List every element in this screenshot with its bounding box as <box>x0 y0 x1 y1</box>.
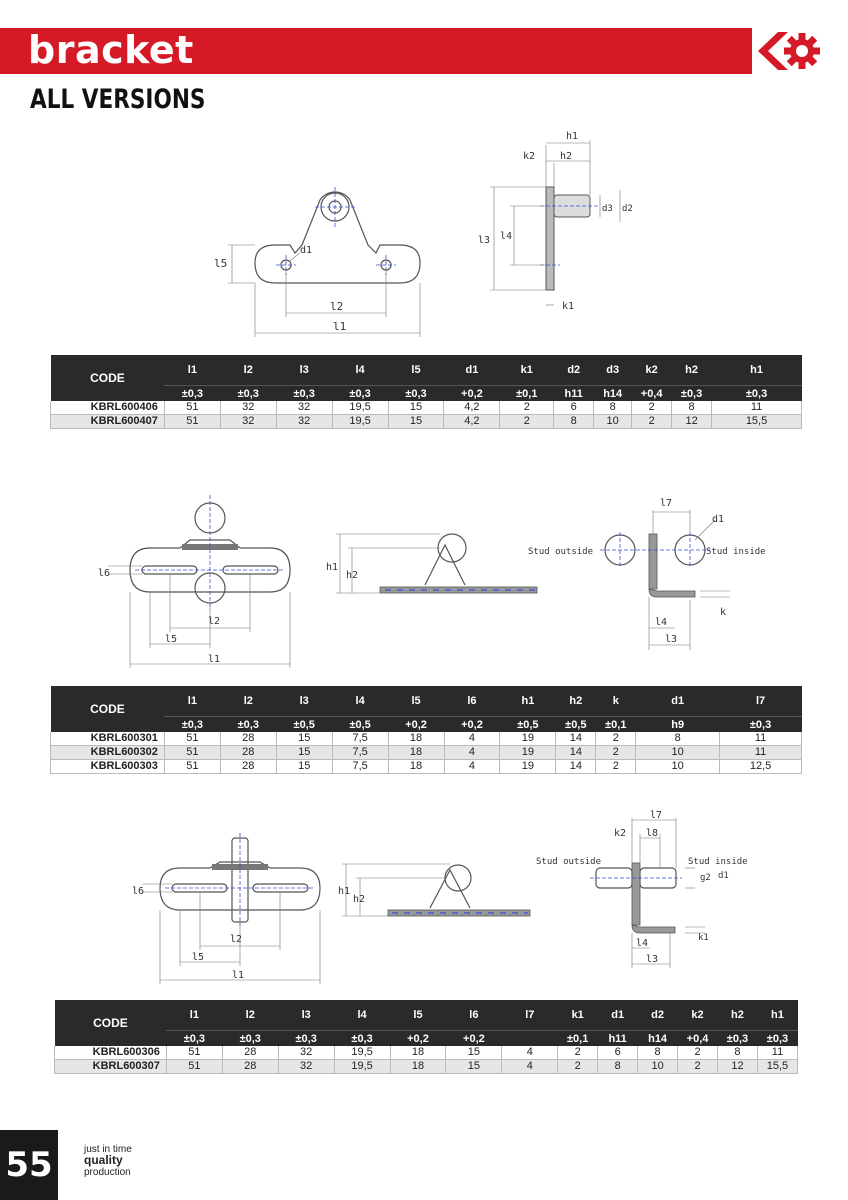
column-header: h1 <box>757 1000 797 1031</box>
spec-table-2 <box>50 686 802 774</box>
dim-label: l3 <box>478 235 491 246</box>
tolerance-header: +0,2 <box>388 717 444 733</box>
column-header: l3 <box>276 355 332 386</box>
value-cell: 11 <box>757 1046 797 1060</box>
gear-logo-icon <box>752 28 832 74</box>
spec-table-1 <box>50 355 802 429</box>
column-header: k2 <box>678 1000 718 1031</box>
column-header: l3 <box>278 1000 334 1031</box>
value-cell: 19 <box>500 760 556 774</box>
column-header: l5 <box>388 355 444 386</box>
tolerance-header: ±0,1 <box>558 1031 598 1047</box>
tolerance-header: ±0,3 <box>720 717 802 733</box>
value-cell: 4 <box>502 1046 558 1060</box>
bracket-drawing-1 <box>200 125 640 345</box>
product-code-cell: KBRL600307 <box>55 1060 167 1074</box>
code-column-header: CODE <box>55 1000 167 1046</box>
value-cell: 2 <box>678 1060 718 1074</box>
dim-label: l1 <box>232 970 245 981</box>
dim-label: d3 <box>602 204 613 214</box>
tolerance-header: ±0,3 <box>712 386 802 402</box>
dim-label: l2 <box>330 300 344 313</box>
value-cell: 10 <box>636 746 720 760</box>
value-cell: 15 <box>388 401 444 415</box>
tolerance-header: ±0,1 <box>500 386 554 402</box>
dim-label: l6 <box>98 568 111 579</box>
column-header: l2 <box>220 686 276 717</box>
dim-label: h2 <box>353 894 366 905</box>
table-row <box>51 401 802 415</box>
column-header: l2 <box>222 1000 278 1031</box>
column-header: d1 <box>598 1000 638 1031</box>
value-cell: 4 <box>444 760 500 774</box>
tagline-quality: quality <box>84 1153 123 1167</box>
dim-label: h1 <box>338 886 351 897</box>
dim-label: l3 <box>646 954 659 965</box>
tolerance-header: ±0,3 <box>276 386 332 402</box>
column-header: l7 <box>502 1000 558 1031</box>
tolerance-header: ±0,3 <box>718 1031 758 1047</box>
value-cell: 4 <box>444 746 500 760</box>
dim-label: l2 <box>230 934 243 945</box>
tolerance-header: +0,4 <box>632 386 672 402</box>
table-row <box>51 760 802 774</box>
value-cell: 4,2 <box>444 415 500 429</box>
value-cell: 12,5 <box>720 760 802 774</box>
column-header: d3 <box>594 355 632 386</box>
value-cell: 18 <box>388 746 444 760</box>
column-header: l6 <box>444 686 500 717</box>
column-header: l2 <box>220 355 276 386</box>
dim-label: d1 <box>718 871 729 881</box>
dim-label: l1 <box>208 654 221 665</box>
value-cell: 28 <box>220 732 276 746</box>
value-cell: 8 <box>638 1046 678 1060</box>
dim-label: d1 <box>712 514 725 525</box>
dim-label: l5 <box>192 952 205 963</box>
value-cell: 8 <box>718 1046 758 1060</box>
tolerance-header: ±0,3 <box>278 1031 334 1047</box>
value-cell: 12 <box>672 415 712 429</box>
value-cell: 18 <box>390 1060 446 1074</box>
column-header: l6 <box>446 1000 502 1031</box>
value-cell: 2 <box>500 415 554 429</box>
table-row <box>51 746 802 760</box>
value-cell: 32 <box>278 1046 334 1060</box>
column-header: d1 <box>636 686 720 717</box>
bracket-drawing-3 <box>120 808 748 988</box>
value-cell: 19,5 <box>332 415 388 429</box>
tolerance-header: h14 <box>638 1031 678 1047</box>
product-code-cell: KBRL600303 <box>51 760 165 774</box>
tolerance-header: +0,4 <box>678 1031 718 1047</box>
value-cell: 32 <box>276 415 332 429</box>
value-cell: 11 <box>712 401 802 415</box>
column-header: l7 <box>720 686 802 717</box>
page-number: 55 <box>0 1130 58 1200</box>
tolerance-header: ±0,5 <box>276 717 332 733</box>
dim-label: k1 <box>562 301 575 312</box>
value-cell: 11 <box>720 746 802 760</box>
tolerance-header: ±0,3 <box>164 386 220 402</box>
dim-label: g2 <box>700 873 711 883</box>
column-header: l4 <box>332 355 388 386</box>
tolerance-header: ±0,3 <box>672 386 712 402</box>
dim-label: l4 <box>500 231 513 242</box>
dim-label: l5 <box>165 634 178 645</box>
value-cell: 18 <box>390 1046 446 1060</box>
dim-label: k2 <box>523 151 536 162</box>
tolerance-header: ±0,3 <box>164 717 220 733</box>
value-cell: 15 <box>446 1060 502 1074</box>
column-header: h2 <box>672 355 712 386</box>
value-cell: 14 <box>556 746 596 760</box>
dim-label: l8 <box>646 828 659 839</box>
column-header: l4 <box>334 1000 390 1031</box>
dim-label: k1 <box>698 933 709 943</box>
column-header: k2 <box>632 355 672 386</box>
value-cell: 10 <box>636 760 720 774</box>
value-cell: 8 <box>598 1060 638 1074</box>
column-header: l5 <box>390 1000 446 1031</box>
value-cell: 10 <box>594 415 632 429</box>
value-cell: 4 <box>444 732 500 746</box>
tolerance-header: ±0,3 <box>757 1031 797 1047</box>
value-cell: 15 <box>276 732 332 746</box>
value-cell: 51 <box>166 1060 222 1074</box>
table-row <box>55 1060 798 1074</box>
column-header: d1 <box>444 355 500 386</box>
dim-label: d1 <box>300 245 313 256</box>
value-cell: 14 <box>556 760 596 774</box>
value-cell: 7,5 <box>332 732 388 746</box>
value-cell: 19,5 <box>332 401 388 415</box>
dim-label: h1 <box>566 131 579 142</box>
column-header: d2 <box>638 1000 678 1031</box>
column-header: k1 <box>558 1000 598 1031</box>
product-code-cell: KBRL600406 <box>51 401 165 415</box>
tolerance-header: ±0,3 <box>220 717 276 733</box>
table-row <box>51 415 802 429</box>
dim-label: l1 <box>333 320 347 333</box>
table-row <box>55 1046 798 1060</box>
product-code-cell: KBRL600306 <box>55 1046 167 1060</box>
dim-label: h2 <box>346 570 359 581</box>
tagline-line1: just in time <box>84 1144 132 1155</box>
page-subtitle: ALL VERSIONS <box>30 84 206 115</box>
dim-label: l6 <box>132 886 145 897</box>
tolerance-header <box>502 1031 558 1047</box>
column-header: d2 <box>554 355 594 386</box>
value-cell: 19,5 <box>334 1046 390 1060</box>
dim-label: k2 <box>614 828 627 839</box>
value-cell: 2 <box>596 760 636 774</box>
value-cell: 15,5 <box>757 1060 797 1074</box>
dim-label: l4 <box>655 617 668 628</box>
tolerance-header: ±0,3 <box>222 1031 278 1047</box>
column-header: k1 <box>500 355 554 386</box>
value-cell: 51 <box>164 746 220 760</box>
value-cell: 51 <box>166 1046 222 1060</box>
dim-label: l2 <box>208 616 221 627</box>
value-cell: 51 <box>164 401 220 415</box>
value-cell: 8 <box>636 732 720 746</box>
tolerance-header: h11 <box>554 386 594 402</box>
tolerance-header: ±0,5 <box>332 717 388 733</box>
tolerance-header: ±0,3 <box>334 1031 390 1047</box>
column-header: l1 <box>164 686 220 717</box>
value-cell: 6 <box>554 401 594 415</box>
value-cell: 7,5 <box>332 746 388 760</box>
value-cell: 51 <box>164 760 220 774</box>
column-header: k <box>596 686 636 717</box>
column-header: l1 <box>164 355 220 386</box>
value-cell: 10 <box>638 1060 678 1074</box>
dim-label: k <box>720 607 727 618</box>
dim-label: l7 <box>650 810 663 821</box>
column-header: h2 <box>718 1000 758 1031</box>
value-cell: 2 <box>558 1046 598 1060</box>
column-header: l5 <box>388 686 444 717</box>
page-title: bracket <box>28 28 194 72</box>
dim-label: Stud outside <box>536 857 602 867</box>
value-cell: 4,2 <box>444 401 500 415</box>
value-cell: 8 <box>672 401 712 415</box>
dim-label: h2 <box>560 151 573 162</box>
value-cell: 28 <box>220 760 276 774</box>
value-cell: 2 <box>632 401 672 415</box>
value-cell: 4 <box>502 1060 558 1074</box>
value-cell: 2 <box>558 1060 598 1074</box>
value-cell: 8 <box>554 415 594 429</box>
value-cell: 32 <box>220 401 276 415</box>
tolerance-header: +0,2 <box>390 1031 446 1047</box>
bracket-drawing-2 <box>90 490 790 670</box>
value-cell: 12 <box>718 1060 758 1074</box>
tolerance-header: h11 <box>598 1031 638 1047</box>
value-cell: 18 <box>388 732 444 746</box>
value-cell: 19 <box>500 746 556 760</box>
dim-label: l5 <box>214 257 228 270</box>
spec-table-3 <box>54 1000 798 1074</box>
tagline-line3: production <box>84 1167 131 1178</box>
value-cell: 11 <box>720 732 802 746</box>
value-cell: 2 <box>632 415 672 429</box>
tolerance-header: h14 <box>594 386 632 402</box>
value-cell: 15,5 <box>712 415 802 429</box>
value-cell: 15 <box>276 746 332 760</box>
value-cell: 15 <box>446 1046 502 1060</box>
column-header: h1 <box>500 686 556 717</box>
product-code-cell: KBRL600302 <box>51 746 165 760</box>
value-cell: 2 <box>596 746 636 760</box>
product-code-cell: KBRL600407 <box>51 415 165 429</box>
column-header: l4 <box>332 686 388 717</box>
tolerance-header: h9 <box>636 717 720 733</box>
value-cell: 19 <box>500 732 556 746</box>
value-cell: 2 <box>678 1046 718 1060</box>
value-cell: 15 <box>388 415 444 429</box>
value-cell: 32 <box>276 401 332 415</box>
value-cell: 51 <box>164 415 220 429</box>
tolerance-header: ±0,5 <box>556 717 596 733</box>
value-cell: 19,5 <box>334 1060 390 1074</box>
value-cell: 8 <box>594 401 632 415</box>
value-cell: 2 <box>500 401 554 415</box>
value-cell: 32 <box>278 1060 334 1074</box>
dim-label: Stud inside <box>706 547 766 557</box>
tolerance-header: ±0,3 <box>220 386 276 402</box>
tolerance-header: +0,2 <box>444 717 500 733</box>
column-header: h1 <box>712 355 802 386</box>
value-cell: 28 <box>220 746 276 760</box>
value-cell: 15 <box>276 760 332 774</box>
tolerance-header: ±0,3 <box>388 386 444 402</box>
dim-label: l7 <box>660 498 673 509</box>
value-cell: 18 <box>388 760 444 774</box>
column-header: h2 <box>556 686 596 717</box>
table-row <box>51 732 802 746</box>
value-cell: 51 <box>164 732 220 746</box>
dim-label: Stud outside <box>528 547 594 557</box>
tagline-line2 <box>84 1155 132 1167</box>
dim-label: l4 <box>636 938 649 949</box>
tolerance-header: ±0,3 <box>332 386 388 402</box>
tolerance-header: ±0,5 <box>500 717 556 733</box>
tolerance-header: +0,2 <box>444 386 500 402</box>
dim-label: d2 <box>622 204 633 214</box>
value-cell: 32 <box>220 415 276 429</box>
dim-label: l3 <box>665 634 678 645</box>
tolerance-header: +0,2 <box>446 1031 502 1047</box>
value-cell: 6 <box>598 1046 638 1060</box>
value-cell: 28 <box>222 1060 278 1074</box>
value-cell: 2 <box>596 732 636 746</box>
tagline <box>84 1144 132 1178</box>
dim-label: Stud inside <box>688 857 748 867</box>
product-code-cell: KBRL600301 <box>51 732 165 746</box>
value-cell: 14 <box>556 732 596 746</box>
code-column-header: CODE <box>51 686 165 732</box>
tolerance-header: ±0,3 <box>166 1031 222 1047</box>
column-header: l3 <box>276 686 332 717</box>
column-header: l1 <box>166 1000 222 1031</box>
tolerance-header: ±0,1 <box>596 717 636 733</box>
value-cell: 7,5 <box>332 760 388 774</box>
value-cell: 28 <box>222 1046 278 1060</box>
code-column-header: CODE <box>51 355 165 401</box>
dim-label: h1 <box>326 562 339 573</box>
